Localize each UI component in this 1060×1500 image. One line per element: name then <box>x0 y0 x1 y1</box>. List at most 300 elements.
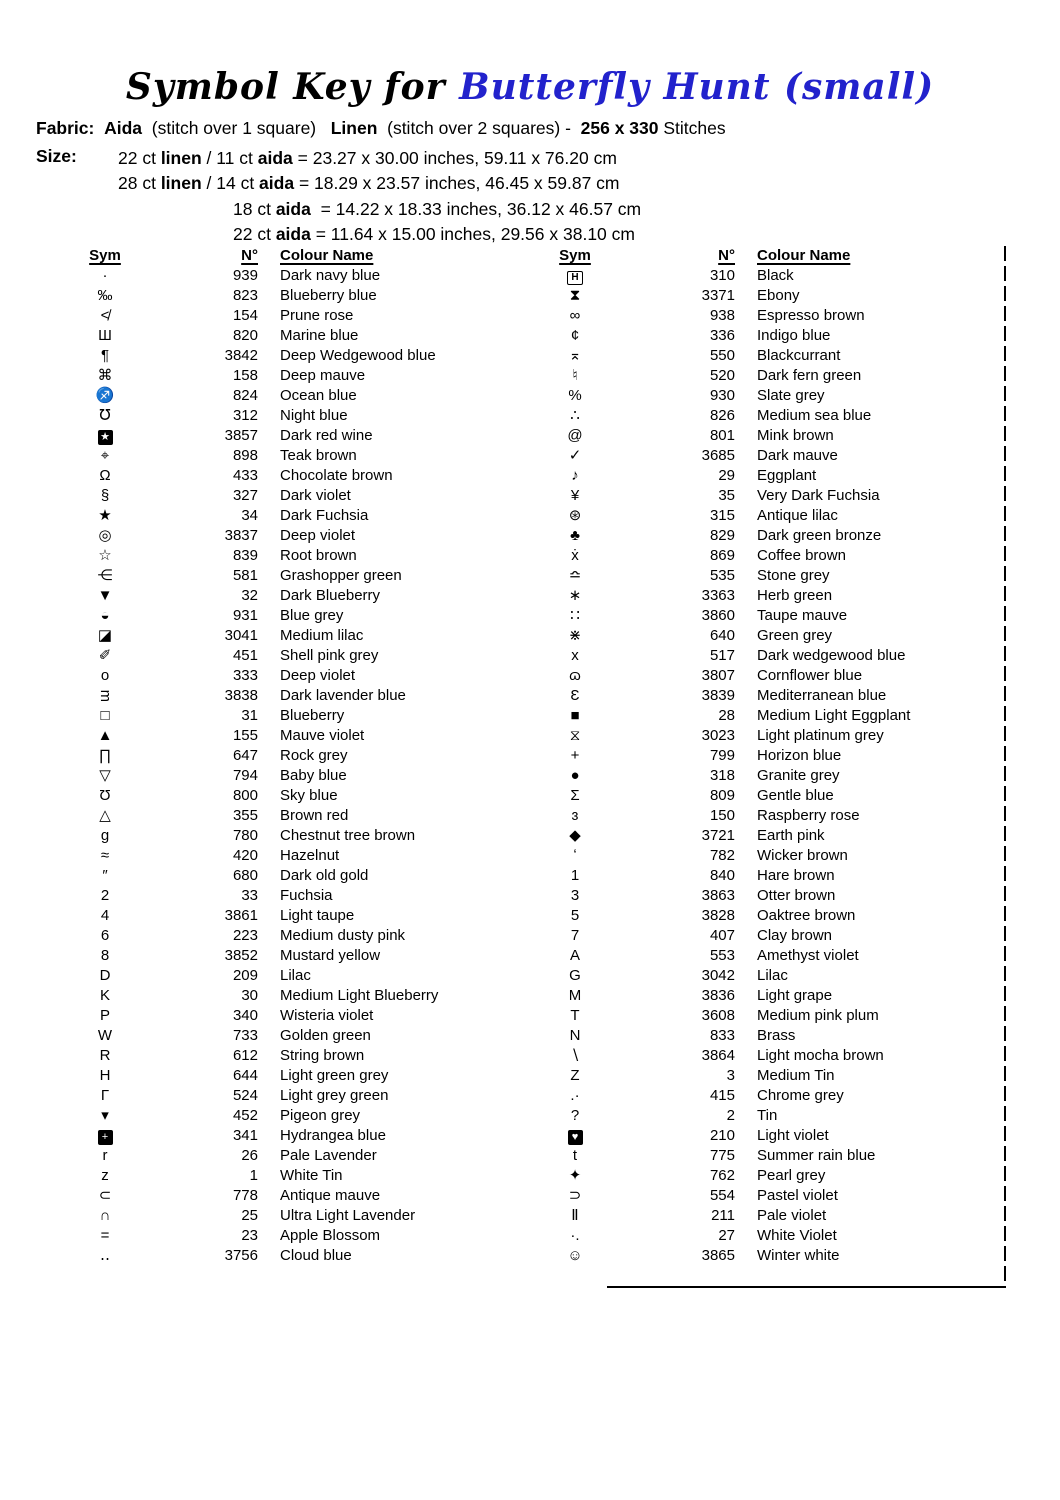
thread-number: 451 <box>232 647 258 664</box>
stitch-symbol: ⊛ <box>568 507 582 524</box>
symbol-cell <box>80 726 130 746</box>
thread-number: 640 <box>709 627 735 644</box>
key-row <box>556 526 1027 546</box>
key-row <box>556 386 1027 406</box>
thread-number: 3828 <box>701 907 735 924</box>
colour-name: Slate grey <box>757 387 825 404</box>
symbol-cell <box>556 366 594 386</box>
symbol-cell <box>80 1186 130 1206</box>
thread-number: 154 <box>232 307 258 324</box>
key-row <box>556 1186 1027 1206</box>
stitch-symbol: 1 <box>570 867 580 884</box>
symbol-cell <box>80 306 130 326</box>
thread-number: 452 <box>232 1107 258 1124</box>
stitch-symbol: ✦ <box>568 1167 582 1184</box>
stitch-symbol: K <box>99 987 110 1004</box>
stitch-symbol: x <box>571 647 579 664</box>
key-row <box>80 1126 550 1146</box>
thread-number: 3685 <box>701 447 735 464</box>
thread-number: 833 <box>709 1027 735 1044</box>
thread-number: 30 <box>241 987 258 1004</box>
colour-name: Apple Blossom <box>280 1227 381 1244</box>
thread-number: 407 <box>709 927 735 944</box>
stitch-symbol: ⌖ <box>100 447 110 464</box>
thread-number: 644 <box>232 1067 258 1084</box>
key-row <box>80 966 550 986</box>
symbol-cell <box>556 1066 594 1086</box>
key-row <box>80 526 550 546</box>
colour-name: Wicker brown <box>757 847 848 864</box>
key-row <box>80 306 550 326</box>
key-table-right-body <box>556 266 1027 1266</box>
symbol-cell <box>80 986 130 1006</box>
colour-name: Dark violet <box>280 487 351 504</box>
size-line <box>118 171 641 196</box>
stitch-symbol: Ⅱ <box>571 1207 579 1224</box>
stitch-symbol: ● <box>570 767 580 784</box>
stitch-symbol: ⌘ <box>97 367 113 384</box>
symbol-cell <box>80 286 130 306</box>
colour-name: Horizon blue <box>757 747 842 764</box>
colour-name: Hare brown <box>757 867 835 884</box>
colour-name: Wisteria violet <box>280 1007 374 1024</box>
thread-number: 28 <box>718 707 735 724</box>
key-row <box>80 566 550 586</box>
thread-number: 3839 <box>701 687 735 704</box>
text-segment: aida <box>275 224 311 245</box>
text-segment: = 14.22 x 18.33 inches, 36.12 x 46.57 cm <box>310 198 642 219</box>
stitch-symbol: T <box>570 1007 580 1024</box>
colour-name: Clay brown <box>757 927 833 944</box>
symbol-cell <box>80 866 130 886</box>
key-row <box>556 606 1027 626</box>
thread-number: 23 <box>241 1227 258 1244</box>
column-header-sym: Sym <box>89 247 121 264</box>
thread-number: 415 <box>709 1087 735 1104</box>
stitch-symbol: ⌅ <box>568 347 582 364</box>
key-row <box>80 406 550 426</box>
thread-number: 150 <box>709 807 735 824</box>
key-row <box>556 546 1027 566</box>
symbol-cell <box>556 426 594 446</box>
symbol-cell <box>80 506 130 526</box>
symbol-cell <box>556 586 594 606</box>
stitch-symbol: ▽ <box>99 767 111 784</box>
thread-number: 327 <box>232 487 258 504</box>
colour-name: Medium lilac <box>280 627 364 644</box>
symbol-cell <box>556 826 594 846</box>
key-row <box>80 266 550 286</box>
symbol-cell <box>80 946 130 966</box>
text-segment: (stitch over 2 squares) - <box>377 118 581 138</box>
stitch-symbol: ¶ <box>100 347 110 364</box>
symbol-cell <box>556 1106 594 1126</box>
key-row <box>80 826 550 846</box>
thread-number: 355 <box>232 807 258 824</box>
stitch-symbol: ″ <box>102 867 108 884</box>
symbol-cell <box>556 726 594 746</box>
colour-name: Taupe mauve <box>757 607 848 624</box>
stitch-symbol: z <box>101 1167 109 1184</box>
symbol-cell <box>556 666 594 686</box>
thread-number: 535 <box>709 567 735 584</box>
key-row <box>556 486 1027 506</box>
text-segment: linen <box>160 148 202 168</box>
stitch-symbol: D <box>99 967 111 984</box>
stitch-symbol: + <box>570 747 580 764</box>
thread-number: 31 <box>241 707 258 724</box>
colour-name: Mauve violet <box>280 727 365 744</box>
colour-name: Mediterranean blue <box>757 687 887 704</box>
colour-name: Blue grey <box>280 607 344 624</box>
colour-name: White Violet <box>757 1227 837 1244</box>
colour-name: Ebony <box>757 287 800 304</box>
thread-number: 3864 <box>701 1047 735 1064</box>
key-row <box>80 1026 550 1046</box>
stitch-symbol: ▼ <box>97 587 113 604</box>
thread-number: 520 <box>709 367 735 384</box>
colour-name: Indigo blue <box>757 327 831 344</box>
symbol-cell <box>556 806 594 826</box>
colour-name: Dark Blueberry <box>280 587 381 604</box>
thread-number: 29 <box>718 467 735 484</box>
stitch-symbol: ⊂ <box>98 1187 112 1204</box>
stitch-symbol: o <box>100 667 110 684</box>
colour-name: Teak brown <box>280 447 357 464</box>
thread-number: 823 <box>232 287 258 304</box>
symbol-cell <box>80 326 130 346</box>
stitch-symbol: Γ <box>100 1087 110 1104</box>
symbol-cell <box>80 926 130 946</box>
symbol-cell <box>556 306 594 326</box>
symbol-cell <box>556 1006 594 1026</box>
text-segment: Linen <box>330 118 378 138</box>
column-header-num: N° <box>718 247 735 264</box>
thread-number: 3042 <box>701 967 735 984</box>
key-row <box>556 1166 1027 1186</box>
key-row <box>80 786 550 806</box>
key-row <box>80 746 550 766</box>
stitch-symbol: M <box>568 987 582 1004</box>
key-row <box>80 846 550 866</box>
thread-number: 680 <box>232 867 258 884</box>
symbol-cell <box>556 1126 594 1146</box>
stitch-symbol: Z <box>570 1067 580 1084</box>
colour-name: Hazelnut <box>280 847 340 864</box>
thread-number: 3838 <box>224 687 258 704</box>
thread-number: 898 <box>232 447 258 464</box>
thread-number: 3836 <box>701 987 735 1004</box>
stitch-symbol: ‰ <box>97 287 113 304</box>
symbol-cell <box>80 1086 130 1106</box>
key-row <box>556 1206 1027 1226</box>
stitch-symbol: ◪ <box>97 627 113 644</box>
stitch-symbol: ■ <box>570 707 580 724</box>
stitch-symbol: ? <box>570 1107 580 1124</box>
symbol-cell <box>556 466 594 486</box>
thread-number: 340 <box>232 1007 258 1024</box>
text-segment: 256 x 330 <box>580 118 659 138</box>
symbol-cell <box>80 1026 130 1046</box>
colour-name: Chocolate brown <box>280 467 393 484</box>
thread-number: 158 <box>232 367 258 384</box>
thread-number: 3842 <box>224 347 258 364</box>
symbol-cell <box>556 926 594 946</box>
colour-name: Baby blue <box>280 767 347 784</box>
stitch-symbol: ⧖ <box>569 727 581 744</box>
stitch-symbol: ɷ <box>569 667 581 684</box>
colour-name: Dark Fuchsia <box>280 507 369 524</box>
symbol-cell <box>80 1206 130 1226</box>
thread-number: 312 <box>232 407 258 424</box>
symbol-cell <box>80 466 130 486</box>
symbol-cell <box>556 1246 594 1266</box>
stitch-symbol: ∷ <box>570 607 580 624</box>
key-row <box>80 386 550 406</box>
thread-number: 26 <box>241 1147 258 1164</box>
colour-name: Gentle blue <box>757 787 834 804</box>
stitch-symbol: ♣ <box>570 527 580 544</box>
symbol-cell <box>80 1066 130 1086</box>
key-row <box>80 1046 550 1066</box>
key-row <box>80 726 550 746</box>
symbol-cell <box>556 866 594 886</box>
symbol-cell <box>80 646 130 666</box>
key-row <box>556 666 1027 686</box>
symbol-cell <box>80 426 130 446</box>
text-segment: Stitches <box>658 118 726 138</box>
thread-number: 3857 <box>224 427 258 444</box>
symbol-cell <box>556 1206 594 1226</box>
stitch-symbol: ▲ <box>97 727 113 744</box>
stitch-symbol: r <box>102 1147 108 1164</box>
stitch-symbol: ✓ <box>568 447 582 464</box>
symbol-cell <box>556 486 594 506</box>
thread-number: 581 <box>232 567 258 584</box>
key-row <box>556 1226 1027 1246</box>
colour-name: Earth pink <box>757 827 825 844</box>
key-row <box>556 326 1027 346</box>
thread-number: 778 <box>232 1187 258 1204</box>
text-segment: / 14 ct <box>201 173 260 194</box>
key-row <box>556 806 1027 826</box>
colour-name: Medium dusty pink <box>280 927 406 944</box>
stitch-symbol: ♮ <box>572 367 578 384</box>
key-row <box>556 986 1027 1006</box>
symbol-cell <box>80 386 130 406</box>
key-table-right-border <box>1004 246 1006 1288</box>
key-row <box>80 326 550 346</box>
key-row <box>556 826 1027 846</box>
colour-name: Mink brown <box>757 427 834 444</box>
thread-number: 433 <box>232 467 258 484</box>
thread-number: 33 <box>241 887 258 904</box>
stitch-symbol: Ш <box>98 327 112 344</box>
colour-name: Mustard yellow <box>280 947 381 964</box>
thread-number: 211 <box>711 1207 735 1224</box>
text-segment: 22 ct <box>118 148 161 168</box>
colour-name: Dark red wine <box>280 427 373 444</box>
colour-name: Espresso brown <box>757 307 865 324</box>
symbol-cell <box>556 626 594 646</box>
key-row <box>80 346 550 366</box>
symbol-cell <box>556 286 594 306</box>
colour-name: Light violet <box>757 1127 829 1144</box>
symbol-cell <box>80 406 130 426</box>
stitch-symbol: ◆ <box>569 827 581 844</box>
stitch-symbol: ≏ <box>568 567 582 584</box>
thread-number: 318 <box>709 767 735 784</box>
symbol-cell <box>556 886 594 906</box>
thread-number: 939 <box>232 267 258 284</box>
stitch-symbol: + <box>98 1130 113 1145</box>
colour-name: Oaktree brown <box>757 907 856 924</box>
colour-name: Pale Lavender <box>280 1147 377 1164</box>
key-row <box>556 1086 1027 1106</box>
column-header-colour-name: Colour Name <box>280 247 374 264</box>
stitch-symbol: ¥ <box>570 487 580 504</box>
text-segment: Aida <box>104 118 143 138</box>
symbol-cell <box>556 1046 594 1066</box>
stitch-symbol: ∏ <box>98 747 112 764</box>
thread-number: 524 <box>232 1087 258 1104</box>
key-row <box>80 1006 550 1026</box>
symbol-cell <box>80 1046 130 1066</box>
symbol-cell <box>80 846 130 866</box>
symbol-cell <box>80 1106 130 1126</box>
thread-number: 794 <box>232 767 258 784</box>
key-row <box>556 466 1027 486</box>
key-row <box>556 506 1027 526</box>
stitch-symbol: N <box>569 1027 581 1044</box>
thread-number: 209 <box>232 967 258 984</box>
key-row <box>80 1226 550 1246</box>
thread-number: 420 <box>232 847 258 864</box>
stitch-symbol: ⊃ <box>568 1187 582 1204</box>
stitch-symbol: ·. <box>570 1227 580 1244</box>
colour-name: Deep Wedgewood blue <box>280 347 436 364</box>
colour-name: Blueberry blue <box>280 287 377 304</box>
symbol-cell <box>80 606 130 626</box>
symbol-cell <box>556 346 594 366</box>
symbol-cell <box>556 326 594 346</box>
thread-number: 1 <box>249 1167 258 1184</box>
stitch-symbol: ẋ <box>571 547 579 564</box>
key-row <box>80 1086 550 1106</box>
stitch-symbol: ★ <box>98 507 112 524</box>
symbol-cell <box>556 406 594 426</box>
symbol-cell <box>556 766 594 786</box>
colour-name: Dark lavender blue <box>280 687 406 704</box>
colour-name: Black <box>757 267 794 284</box>
column-header-sym: Sym <box>559 247 591 264</box>
colour-name: Rock grey <box>280 747 348 764</box>
colour-name: Ultra Light Lavender <box>280 1207 416 1224</box>
stitch-symbol: t <box>572 1147 578 1164</box>
thread-number: 553 <box>709 947 735 964</box>
key-row <box>80 906 550 926</box>
stitch-symbol: ♥ <box>568 1130 583 1145</box>
colour-name: Light green grey <box>280 1067 389 1084</box>
colour-name: Deep violet <box>280 667 356 684</box>
thread-number: 3837 <box>224 527 258 544</box>
size-line <box>118 146 641 171</box>
page-title <box>0 66 1060 108</box>
thread-number: 32 <box>241 587 258 604</box>
stitch-symbol: ♪ <box>571 467 579 484</box>
symbol-cell <box>556 966 594 986</box>
key-row <box>80 886 550 906</box>
thread-number: 800 <box>232 787 258 804</box>
stitch-symbol: ∞ <box>569 307 581 324</box>
colour-name: Lilac <box>280 967 311 984</box>
symbol-cell <box>80 446 130 466</box>
colour-name: Stone grey <box>757 567 830 584</box>
colour-name: Pigeon grey <box>280 1107 361 1124</box>
key-row <box>556 746 1027 766</box>
thread-number: 3756 <box>224 1247 258 1264</box>
symbol-cell <box>556 1226 594 1246</box>
stitch-symbol: W <box>97 1027 113 1044</box>
colour-name: Raspberry rose <box>757 807 860 824</box>
thread-number: 869 <box>709 547 735 564</box>
stitch-symbol: ★ <box>98 430 113 445</box>
colour-name: String brown <box>280 1047 365 1064</box>
symbol-cell <box>80 486 130 506</box>
thread-number: 336 <box>709 327 735 344</box>
thread-number: 809 <box>709 787 735 804</box>
colour-name: Ocean blue <box>280 387 357 404</box>
thread-number: 840 <box>709 867 735 884</box>
symbol-cell <box>80 1126 130 1146</box>
key-row <box>80 586 550 606</box>
colour-name: Very Dark Fuchsia <box>757 487 880 504</box>
colour-name: Pearl grey <box>757 1167 826 1184</box>
symbol-key-table-right <box>556 246 1027 1266</box>
symbol-cell <box>80 1226 130 1246</box>
stitch-symbol: ◒ <box>100 607 110 624</box>
symbol-cell <box>80 366 130 386</box>
thread-number: 647 <box>232 747 258 764</box>
symbol-cell <box>80 666 130 686</box>
stitch-symbol: A <box>569 947 580 964</box>
colour-name: Medium sea blue <box>757 407 872 424</box>
symbol-cell <box>80 686 130 706</box>
colour-name: Dark navy blue <box>280 267 381 284</box>
symbol-cell <box>80 766 130 786</box>
colour-name: Dark fern green <box>757 367 862 384</box>
key-row <box>80 546 550 566</box>
thread-number: 824 <box>232 387 258 404</box>
stitch-symbol: 6 <box>100 927 110 944</box>
symbol-cell <box>80 526 130 546</box>
size-line <box>233 222 641 247</box>
symbol-cell <box>80 626 130 646</box>
key-row <box>80 606 550 626</box>
thread-number: 839 <box>232 547 258 564</box>
key-row <box>556 366 1027 386</box>
thread-number: 3363 <box>701 587 735 604</box>
thread-number: 210 <box>709 1127 735 1144</box>
key-row <box>556 926 1027 946</box>
colour-name: Deep violet <box>280 527 356 544</box>
symbol-cell <box>556 386 594 406</box>
key-row <box>556 1246 1027 1266</box>
key-row <box>556 946 1027 966</box>
stitch-symbol: ∖ <box>570 1047 580 1064</box>
key-row <box>80 1186 550 1206</box>
symbol-cell <box>80 1006 130 1026</box>
